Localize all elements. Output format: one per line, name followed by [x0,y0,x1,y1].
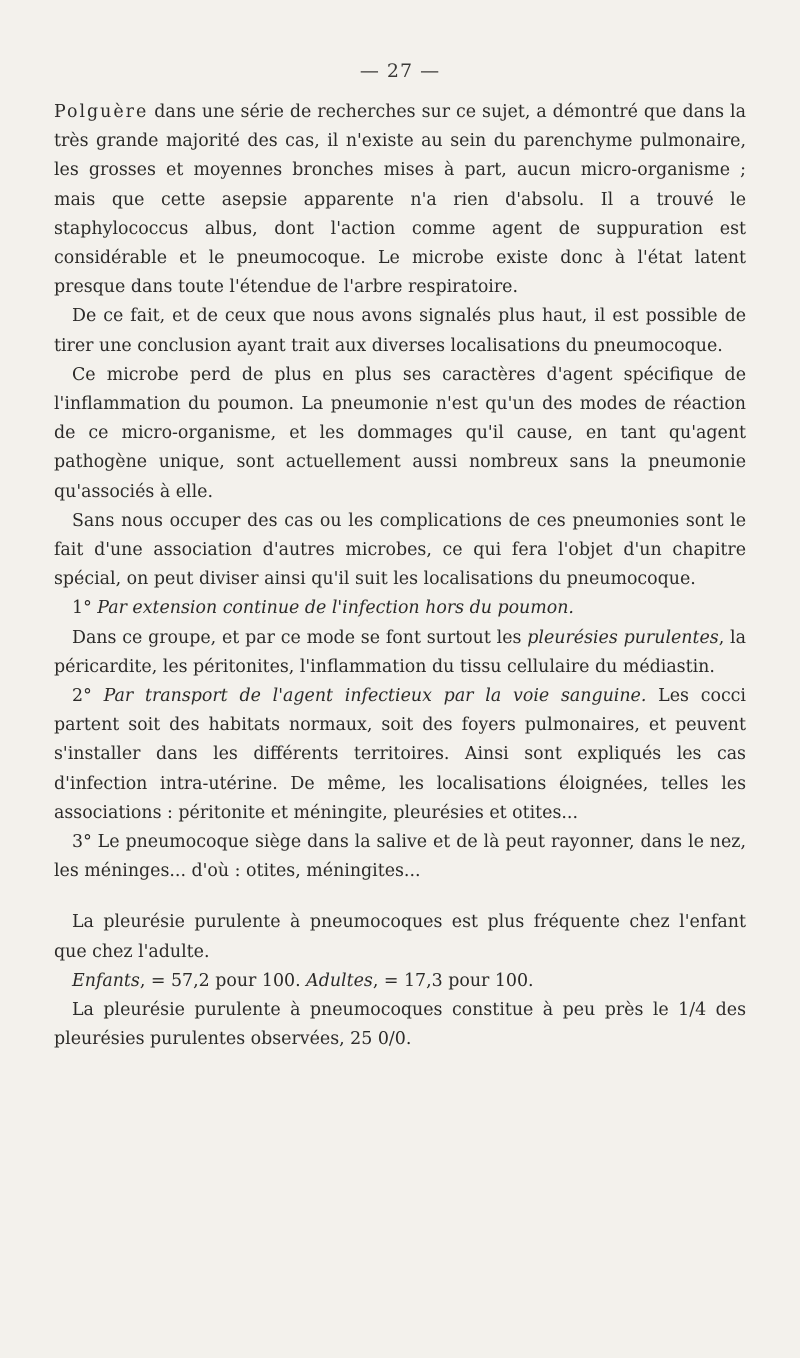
paragraph-groupe [54,624,746,682]
body-text [54,98,746,1055]
paragraph-salive: 3° Le pneumocoque siège dans la salive et de là peut rayonner, dans le nez, les méninges... d'où : otites, méningites... [54,832,746,882]
paragraph-transport [54,682,746,828]
section-gap [54,886,746,908]
paragraph-specific-agent: Ce microbe perd de plus en plus ses caractères d'agent spécifique de l'inflammation du poumon. La pneumonie n'est qu'un des modes de réaction de ce micro-organisme, et les dommages qu'il cause, en tant qu'agent pathogène unique, sont actuellement aussi nombreux sans la pneumonie qu'associés à elle. [54,364,746,502]
paragraph-text: Dans ce groupe, et par ce mode se font surtout les [72,627,528,648]
paragraph-text: dans une série de recherches sur ce sujet, a démontré que dans la très grande majorité des cas, il n'existe au sein du parenchyme pulmonaire, les grosses et moyennes bronches mises à part, aucun micro-organisme ; mais que cette asepsie apparente n'a rien d'absolu. Il a trouvé le staphylococcus albus, dont l'action comme agent de suppuration est considérable et le pneumocoque. Le microbe existe donc à l'état latent presque dans toute l'étendue de l'arbre respiratoire. [54,102,746,298]
item-number: 1° [72,598,98,619]
item-number: 2° [72,686,104,707]
italic-heading: Par transport de l'agent infectieux par la voie sanguine. [103,686,647,707]
paragraph-polguere [54,98,746,302]
paragraph-text: , la péricardite, les péritonites, l'inflammation du tissu cellulaire du médiastin. [54,627,746,677]
page-number: — 27 — [359,60,441,82]
paragraph-conclusion: De ce fait, et de ceux que nous avons signalés plus haut, il est possible de tirer une conclusion ayant trait aux diverses localisations du pneumocoque. [54,306,746,356]
paragraph-statistics [54,967,746,996]
paragraph-localisations: Sans nous occuper des cas ou les complications de ces pneumonies sont le fait d'une association d'autres microbes, ce qui fera l'objet d'un chapitre spécial, on peut diviser ainsi qu'il suit les localisations du pneumocoque. [54,510,746,590]
paragraph-text: Les cocci partent soit des habitats normaux, soit des foyers pulmonaires, et peuvent s'installer dans les différents territoires. Ainsi sont expliqués les cas d'infection intra-utérine. De même, les localisations éloignées, telles les associations : péritonite et méningite, pleurésies et otites... [54,686,746,823]
italic-heading: Par extension continue de l'infection hors du poumon. [97,598,574,619]
italic-term: pleurésies purulentes [527,627,719,648]
italic-term: Enfants [72,970,140,991]
paragraph-text: , = 17,3 pour 100. [372,970,534,991]
italic-term: Adultes [306,970,373,991]
paragraph-pleuresie: La pleurésie purulente à pneumocoques est plus fréquente chez l'enfant que chez l'adulte. [54,912,746,962]
paragraph-proportion: La pleurésie purulente à pneumocoques constitue à peu près le 1/4 des pleurésies purulentes observées, 25 0/0. [54,1000,746,1050]
paragraph-text: , = 57,2 pour 100. [139,970,307,991]
heading-extension [54,594,746,623]
author-name: Polguère [54,102,149,122]
